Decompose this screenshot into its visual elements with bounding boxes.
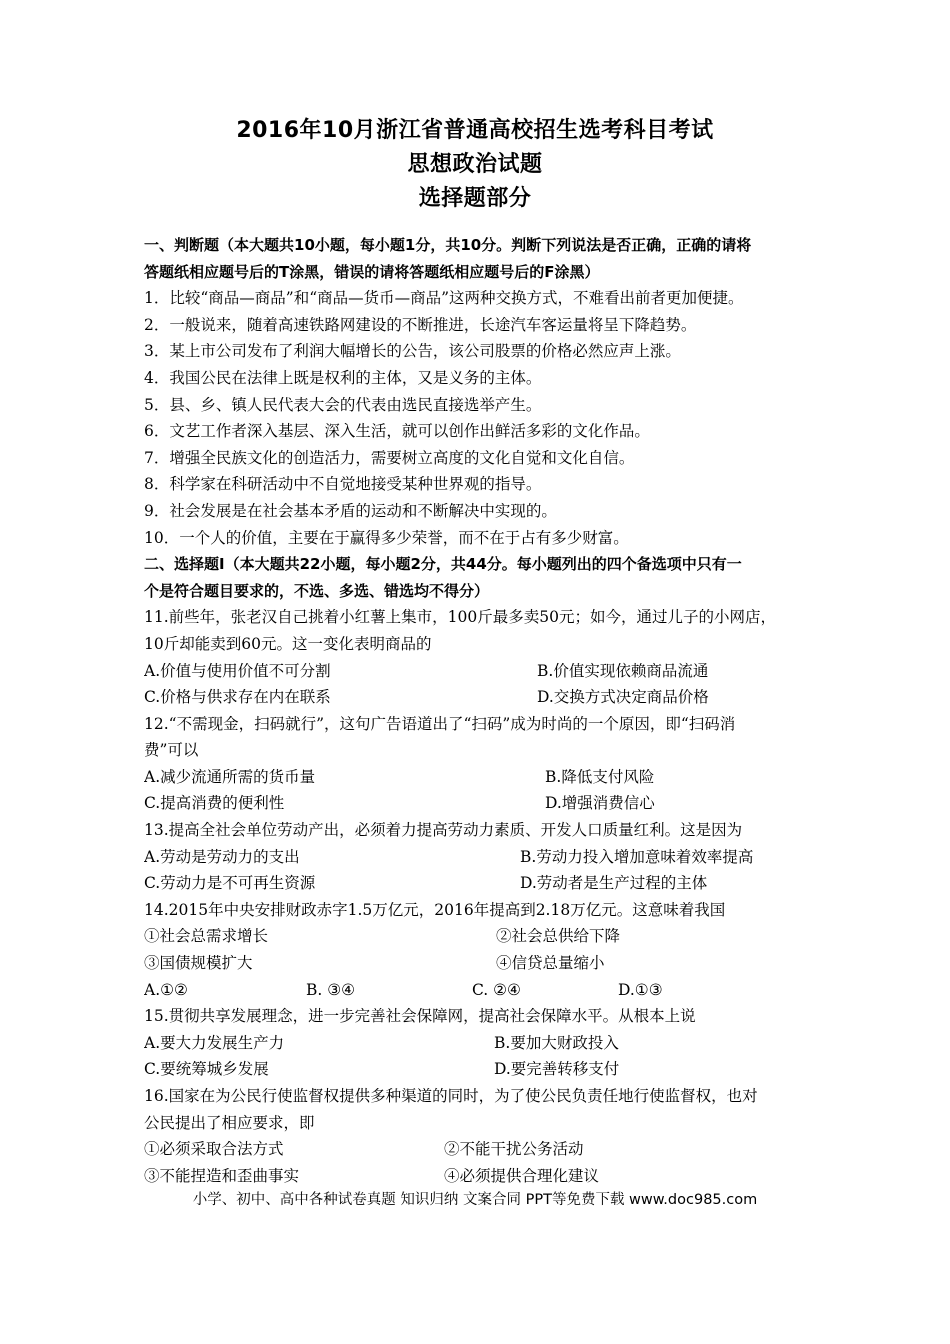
- question-14-stem: 14.2015年中央安排财政赤字1.5万亿元，2016年提高到2.18万亿元。这意味着我国: [144, 900, 726, 919]
- question-16-stem: 16.国家在为公民行使监督权提供多种渠道的同时，为了使公民负责任地行使监督权，也对: [144, 1087, 758, 1105]
- question-12-options-row1: [144, 764, 824, 791]
- q14-option-b: B. ③④: [306, 980, 356, 999]
- part-title: 选择题部分: [418, 186, 532, 211]
- question-16-stem-cont: 公民提出了相应要求，即: [144, 1113, 315, 1132]
- question-11-stem-cont: 10斤却能卖到60元。这一变化表明商品的: [144, 634, 432, 653]
- question-15-stem: 15.贯彻共享发展理念，进一步完善社会保障网，提高社会保障水平。从根本上说: [144, 1007, 696, 1026]
- section1-heading: 一、判断题（本大题共10小题，每小题1分，共10分。判断下列说法是否正确，正确的请将: [144, 236, 752, 254]
- judge-item-6: 6．文艺工作者深入基层、深入生活，就可以创作出鲜活多彩的文化作品。: [144, 422, 650, 441]
- section2-heading-cont: 个是符合题目要求的，不选、多选、错选均不得分）: [144, 581, 490, 600]
- section1-heading-cont: 答题纸相应题号后的T涂黑，错误的请将答题纸相应题号后的F涂黑）: [144, 262, 600, 281]
- q11-option-b: B.价值实现依赖商品流通: [537, 661, 709, 680]
- judge-item-7: 7．增强全民族文化的创造活力，需要树立高度的文化自觉和文化自信。: [144, 448, 635, 467]
- judge-item-1: 1．比较“商品—商品”和“商品—货币—商品”这两种交换方式，不难看出前者更加便捷。: [144, 289, 744, 308]
- question-14-options: [144, 977, 824, 1004]
- judge-item-8: 8．科学家在科研活动中不自觉地接受某种世界观的指导。: [144, 475, 542, 494]
- question-16-statements-row2: [144, 1163, 824, 1190]
- q14-option-c: C. ②④: [472, 980, 521, 999]
- q13-option-b: B.劳动力投入增加意味着效率提高: [520, 847, 754, 866]
- q16-statement-2: ②不能干扰公务活动: [444, 1140, 584, 1159]
- q16-statement-1: ①必须采取合法方式: [144, 1140, 284, 1159]
- q11-option-c: C.价格与供求存在内在联系: [144, 688, 331, 707]
- question-13-options-row2: [144, 870, 824, 897]
- question-16-statements-row1: [144, 1136, 824, 1163]
- q14-option-a: A.①②: [144, 980, 188, 999]
- q12-option-a: A.减少流通所需的货币量: [144, 767, 316, 786]
- section2-heading: 二、选择题Ⅰ（本大题共22小题，每小题2分，共44分。每小题列出的四个备选项中只有一: [144, 555, 742, 574]
- q12-option-c: C.提高消费的便利性: [144, 794, 285, 813]
- subject-title: 思想政治试题: [407, 152, 543, 177]
- q15-option-d: D.要完善转移支付: [494, 1060, 620, 1079]
- question-15-options-row1: [144, 1030, 824, 1057]
- q15-option-c: C.要统筹城乡发展: [144, 1060, 269, 1079]
- judge-item-5: 5．县、乡、镇人民代表大会的代表由选民直接选举产生。: [144, 395, 542, 414]
- footer-banner: 小学、初中、高中各种试卷真题 知识归纳 文案合同 PPT等免费下载 www.doc985.com: [192, 1192, 758, 1208]
- question-11-options-row2: [144, 684, 824, 711]
- question-12-stem: 12.“不需现金，扫码就行”，这句广告语道出了“扫码”成为时尚的一个原因，即“扫码消: [144, 714, 736, 733]
- judge-item-3: 3．某上市公司发布了利润大幅增长的公告，该公司股票的价格必然应声上涨。: [144, 342, 681, 361]
- q12-option-b: B.降低支付风险: [545, 767, 655, 786]
- judge-item-4: 4．我国公民在法律上既是权利的主体，又是义务的主体。: [144, 368, 542, 387]
- judge-item-9: 9．社会发展是在社会基本矛盾的运动和不断解决中实现的。: [144, 501, 557, 520]
- question-11-options-row1: [144, 658, 824, 685]
- exam-title: 2016年10月浙江省普通高校招生选考科目考试: [236, 118, 714, 143]
- question-14-statements-row2: [144, 950, 824, 977]
- q14-statement-3: ③国债规模扩大: [144, 954, 253, 973]
- q15-option-a: A.要大力发展生产力: [144, 1033, 285, 1052]
- q16-statement-4: ④必须提供合理化建议: [444, 1166, 600, 1185]
- q14-statement-4: ④信贷总量缩小: [496, 954, 605, 973]
- q15-option-b: B.要加大财政投入: [494, 1033, 619, 1052]
- q12-option-d: D.增强消费信心: [545, 794, 655, 813]
- q13-option-c: C.劳动力是不可再生资源: [144, 874, 316, 893]
- question-15-options-row2: [144, 1056, 824, 1083]
- q14-statement-2: ②社会总供给下降: [496, 927, 621, 946]
- title-block: [0, 114, 950, 216]
- q14-option-d: D.①③: [618, 980, 663, 999]
- question-11-stem: 11.前些年，张老汉自己挑着小红薯上集市，100斤最多卖50元；如今，通过儿子的小网店，: [144, 608, 776, 627]
- exam-content: [144, 232, 824, 1189]
- q16-statement-3: ③不能捏造和歪曲事实: [144, 1166, 300, 1185]
- judge-item-2: 2．一般说来，随着高速铁路网建设的不断推进，长途汽车客运量将呈下降趋势。: [144, 315, 697, 334]
- q11-option-a: A.价值与使用价值不可分割: [144, 661, 331, 680]
- q13-option-a: A.劳动是劳动力的支出: [144, 847, 300, 866]
- question-12-options-row2: [144, 790, 824, 817]
- question-12-stem-cont: 费”可以: [144, 741, 199, 760]
- question-14-statements-row1: [144, 923, 824, 950]
- q13-option-d: D.劳动者是生产过程的主体: [520, 874, 708, 893]
- question-13-options-row1: [144, 844, 824, 871]
- q14-statement-1: ①社会总需求增长: [144, 927, 269, 946]
- judge-item-10: 10．一个人的价值，主要在于赢得多少荣誉，而不在于占有多少财富。: [144, 528, 629, 547]
- question-13-stem: 13.提高全社会单位劳动产出，必须着力提高劳动力素质、开发人口质量红利。这是因为: [144, 821, 743, 840]
- q11-option-d: D.交换方式决定商品价格: [537, 688, 709, 707]
